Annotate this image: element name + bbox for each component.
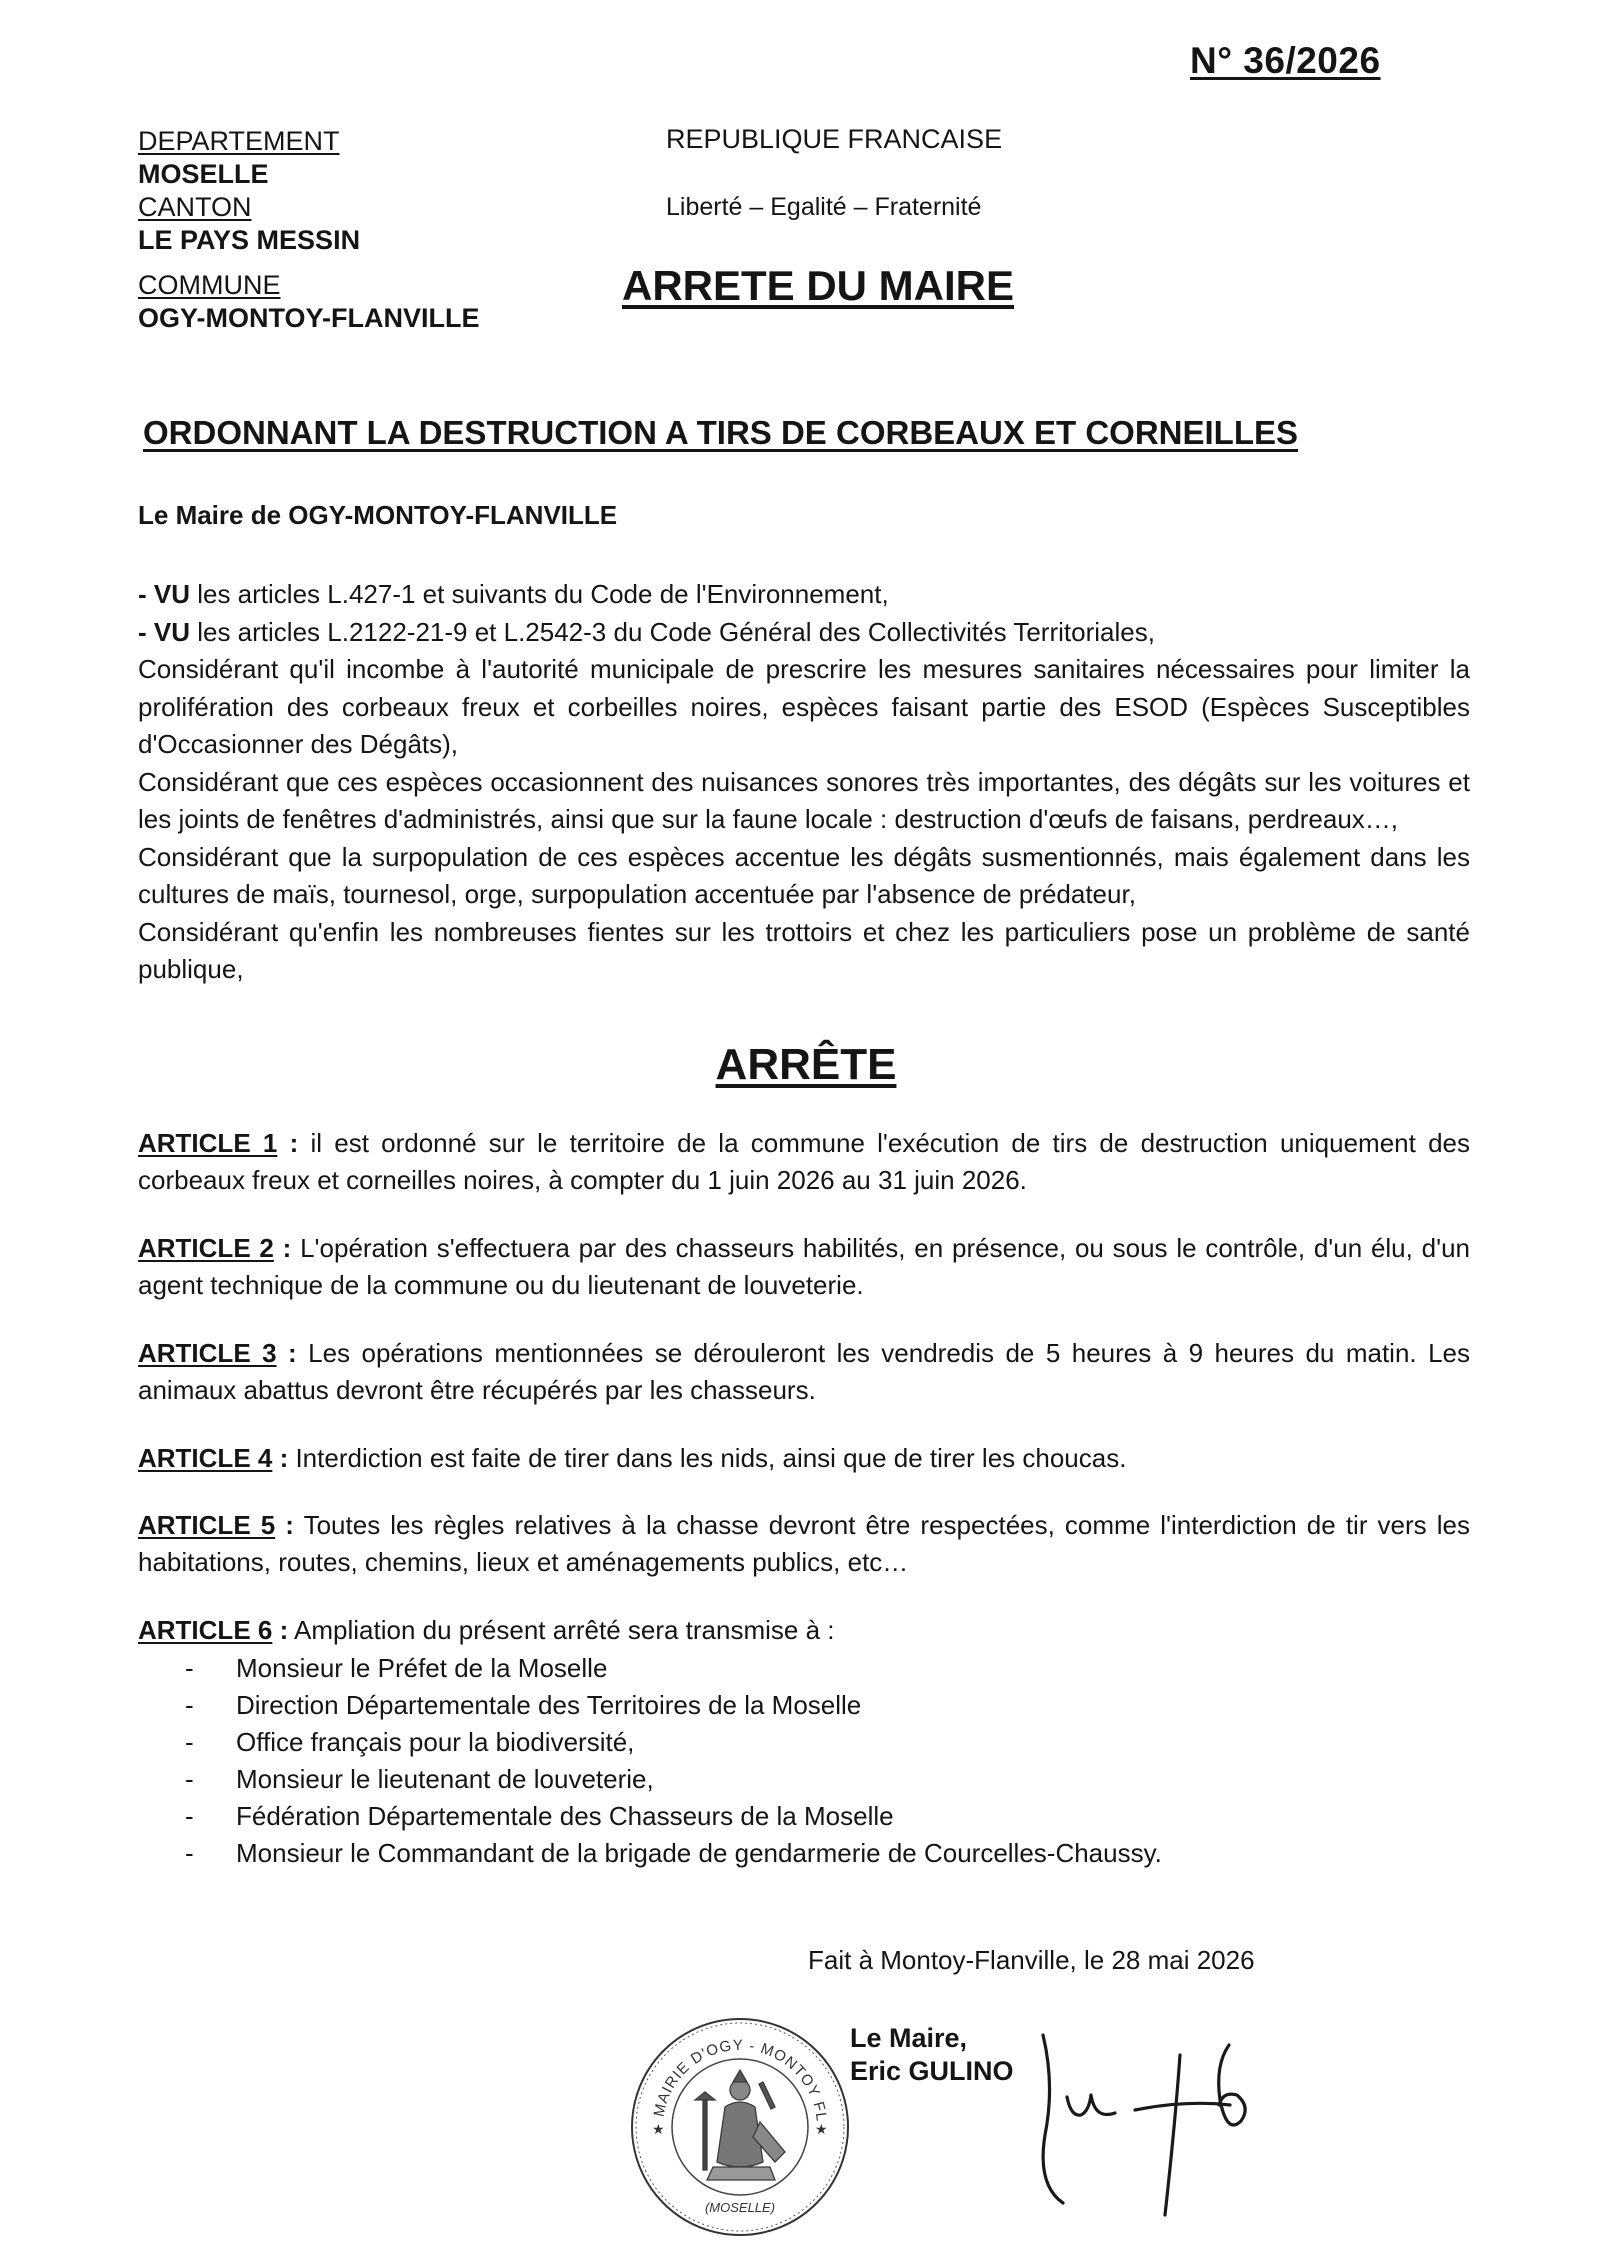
document-title: ARRETE DU MAIRE	[622, 262, 1015, 309]
considerant-paragraph: Considérant que la surpopulation de ces espèces accentue les dégâts susmentionnés, mais également dans les cultures de maïs, tournesol, orge, surpopulation accentuée par l'absence de prédateur,	[138, 841, 1470, 909]
stamp-bottom-text: (MOSELLE)	[704, 2200, 776, 2215]
recipients-list	[138, 1650, 1162, 1872]
canton-label: CANTON	[138, 192, 252, 222]
svg-text:★: ★	[652, 2122, 665, 2138]
departement-label: DEPARTEMENT	[138, 126, 340, 156]
recipient-item: - Monsieur le Préfet de la Moselle	[138, 1650, 1162, 1687]
handwritten-signature	[1015, 2025, 1275, 2230]
considerant-paragraph: Considérant qu'enfin les nombreuses fientes sur les trottoirs et chez les particuliers pose un problème de santé publique,	[138, 916, 1470, 984]
article-2: ARTICLE 2 : L'opération s'effectuera par des chasseurs habilités, en présence, ou sous le contrôle, d'un élu, d'un agent technique de la commune ou du lieutenant de louveterie.	[138, 1233, 1470, 1300]
admin-block	[138, 125, 480, 335]
article-6: ARTICLE 6 : Ampliation du présent arrêté sera transmise à :	[138, 1615, 835, 1645]
document-subject: ORDONNANT LA DESTRUCTION A TIRS DE CORBEAUX ET CORNEILLES	[143, 414, 1299, 451]
article-4: ARTICLE 4 : Interdiction est faite de tirer dans les nids, ainsi que de tirer les choucas.	[138, 1443, 1127, 1473]
article-5: ARTICLE 5 : Toutes les règles relatives à la chasse devront être respectées, comme l'interdiction de tir vers les habitations, routes, chemins, lieux et aménagements publics, etc…	[138, 1510, 1470, 1577]
visa-line: - VU les articles L.427-1 et suivants du Code de l'Environnement,	[138, 579, 889, 609]
canton-value: LE PAYS MESSIN	[138, 225, 361, 255]
arrete-heading: ARRÊTE	[715, 1040, 897, 1089]
visa-line: - VU les articles L.2122-21-9 et L.2542-3 du Code Général des Collectivités Territoriales,	[138, 616, 1155, 647]
considerant-paragraph: Considérant qu'il incombe à l'autorité municipale de prescrire les mesures sanitaires nécessaires pour limiter la prolifération des corbeaux freux et corbeilles noires, espèces faisant partie des ESOD (Espèces Susceptibles d'Occasionner des Dégâts),	[138, 654, 1470, 759]
recipient-item: - Monsieur le Commandant de la brigade de gendarmerie de Courcelles-Chaussy.	[138, 1835, 1162, 1872]
signer-title: Le Maire,	[850, 2023, 968, 2053]
republique-label: REPUBLIQUE FRANCAISE	[666, 124, 1003, 154]
place-date: Fait à Montoy-Flanville, le 28 mai 2026	[808, 1945, 1255, 1975]
signer-block	[850, 2022, 1014, 2088]
recipient-item: - Office français pour la biodiversité,	[138, 1724, 1162, 1761]
considerant-paragraph: Considérant que ces espèces occasionnent des nuisances sonores très importantes, des dégâts sur les voitures et les joints de fenêtres d'administrés, ainsi que sur la faune locale : destruction d'œufs de faisans, perdreaux…,	[138, 766, 1470, 834]
recipient-item: - Monsieur le lieutenant de louveterie,	[138, 1761, 1162, 1798]
maire-intro: Le Maire de OGY-MONTOY-FLANVILLE	[138, 500, 618, 530]
recipient-item: - Fédération Départementale des Chasseurs de la Moselle	[138, 1798, 1162, 1835]
stamp-ring-text: MAIRIE D'OGY - MONTOY FL	[650, 2036, 830, 2123]
devise-label: Liberté – Egalité – Fraternité	[666, 193, 982, 221]
arrete-number: N° 36/2026	[1190, 40, 1381, 81]
mairie-stamp	[625, 2012, 855, 2247]
svg-text:★: ★	[815, 2122, 828, 2138]
article-3: ARTICLE 3 : Les opérations mentionnées se dérouleront les vendredis de 5 heures à 9 heures du matin. Les animaux abattus devront être récupérés par les chasseurs.	[138, 1338, 1470, 1405]
commune-value: OGY-MONTOY-FLANVILLE	[138, 303, 480, 333]
recipient-item: - Direction Départementale des Territoires de la Moselle	[138, 1687, 1162, 1724]
departement-value: MOSELLE	[138, 159, 269, 189]
preamble	[138, 576, 1470, 989]
commune-label: COMMUNE	[138, 270, 281, 300]
article-1: ARTICLE 1 : il est ordonné sur le territoire de la commune l'exécution de tirs de destruction uniquement des corbeaux freux et corneilles noires, à compter du 1 juin 2026 au 31 juin 2026.	[138, 1128, 1470, 1195]
signer-name: Eric GULINO	[850, 2056, 1014, 2086]
